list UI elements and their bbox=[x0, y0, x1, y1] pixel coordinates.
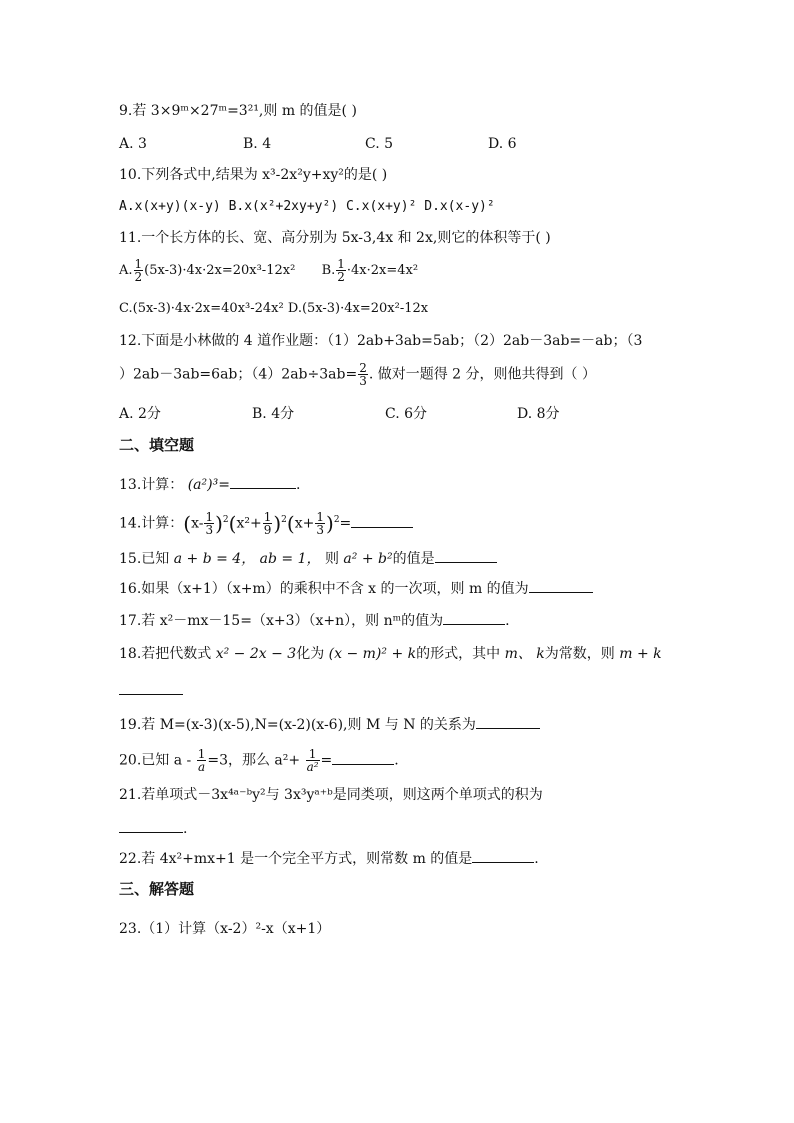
fraction-half-b bbox=[336, 258, 346, 283]
frac-den: 3 bbox=[205, 523, 214, 538]
question-23: 23.（1）计算（x-2）²-x（x+1） bbox=[119, 921, 331, 937]
frac-den: 3 bbox=[359, 374, 367, 388]
answer-blank[interactable] bbox=[472, 848, 534, 863]
frac-num: 1 bbox=[337, 257, 345, 271]
paren-open: ( bbox=[183, 511, 192, 536]
paren-close: ) bbox=[326, 511, 334, 536]
fraction-half bbox=[134, 258, 144, 283]
q18-expression-1: x² − 2x − 3 bbox=[215, 646, 297, 662]
paren-open: ( bbox=[228, 511, 237, 536]
q22-text: 22.若 4x²+mx+1 是一个完全平方式，则常数 m 的值是 bbox=[119, 851, 473, 867]
q15-tail: 的值是 bbox=[392, 551, 435, 567]
question-17 bbox=[119, 610, 510, 631]
option-b-label: B. bbox=[321, 263, 336, 278]
option-a-text: (5x-3)·4x·2x=20x³-12x² bbox=[144, 263, 296, 278]
question-12-line2 bbox=[119, 362, 596, 387]
q14-prefix: 14.计算： bbox=[119, 515, 184, 532]
q13-prefix: 13.计算： bbox=[119, 477, 184, 493]
section-heading-fill-in: 二、填空题 bbox=[119, 436, 195, 454]
q22-end: . bbox=[534, 851, 539, 867]
frac-num: 1 bbox=[306, 748, 320, 761]
q18-expression-2: (x − m)² + k bbox=[328, 646, 417, 662]
fraction-one-over-a bbox=[197, 748, 207, 773]
option-c: C. 6分 bbox=[385, 406, 428, 422]
q18-variables: m、 k bbox=[504, 646, 545, 662]
q15-then: 则 bbox=[324, 551, 339, 567]
exponent-2: 2 bbox=[222, 515, 229, 525]
q20-text-b: =3，那么 a²+ bbox=[207, 752, 301, 769]
q17-text: 17.若 x²－mx－15=（x+3）（x+n），则 nᵐ的值为 bbox=[119, 613, 444, 629]
frac-den: a bbox=[197, 760, 206, 774]
question-18 bbox=[119, 644, 662, 664]
frac-num: 1 bbox=[134, 257, 143, 271]
question-9-options bbox=[0, 134, 794, 154]
frac-num: 1 bbox=[316, 510, 324, 525]
frac-den: 9 bbox=[263, 523, 272, 538]
frac-num: 1 bbox=[197, 747, 206, 761]
q18-expression-3: m + k bbox=[619, 646, 662, 662]
question-12-line1: 12.下面是小林做的 4 道作业题：（1）2ab+3ab=5ab；（2）2ab－3ab=－ab；（3 bbox=[119, 333, 643, 349]
q21-end: . bbox=[183, 821, 188, 837]
fraction-one-ninth bbox=[263, 511, 273, 536]
question-10-options: A.x(x+y)(x-y) B.x(x²+2xy+y²) C.x(x+y)² D.x(x-y)² bbox=[119, 199, 495, 214]
paren-close: ) bbox=[273, 511, 282, 536]
q12-text-a: ）2ab－3ab=6ab；（4）2ab÷3ab= bbox=[119, 366, 358, 383]
frac-den: 2 bbox=[337, 270, 345, 284]
option-d: D. 6 bbox=[488, 136, 517, 152]
question-19 bbox=[119, 714, 540, 735]
frac-num: 2 bbox=[359, 361, 367, 375]
q18-text-d: 为常数，则 bbox=[544, 646, 615, 662]
answer-blank[interactable] bbox=[332, 750, 394, 765]
option-b: B. 4分 bbox=[252, 406, 295, 422]
answer-blank[interactable] bbox=[435, 548, 497, 563]
q14-suffix: = bbox=[339, 515, 352, 532]
q20-end: . bbox=[394, 752, 399, 769]
question-9-stem: 9.若 3×9ᵐ×27ᵐ=3²¹,则 m 的值是( ) bbox=[119, 103, 357, 119]
frac-num: 1 bbox=[205, 510, 214, 525]
fraction-one-third bbox=[315, 511, 325, 536]
answer-blank[interactable] bbox=[119, 680, 183, 695]
question-20 bbox=[119, 748, 399, 773]
q19-text: 19.若 M=(x-3)(x-5),N=(x-2)(x-6),则 M 与 N 的关系为 bbox=[119, 717, 476, 733]
exponent-2: 2 bbox=[281, 515, 287, 525]
section-heading-solve: 三、解答题 bbox=[119, 880, 195, 898]
option-d: D. 8分 bbox=[517, 406, 560, 422]
frac-den: 2 bbox=[134, 270, 143, 284]
question-11-options-cd: C.(5x-3)·4x·2x=40x³-24x² D.(5x-3)·4x=20x²-12x bbox=[119, 301, 429, 316]
question-11-options-ab bbox=[119, 258, 418, 283]
answer-blank[interactable] bbox=[443, 610, 505, 625]
q15-condition-2: ab = 1， bbox=[259, 551, 321, 567]
fraction-one-third bbox=[204, 511, 214, 536]
answer-blank[interactable] bbox=[230, 474, 296, 489]
fraction-two-thirds bbox=[358, 362, 368, 387]
q18-text-c: 的形式，其中 bbox=[416, 646, 501, 662]
option-a: A. 2分 bbox=[119, 406, 161, 422]
question-13 bbox=[119, 474, 300, 495]
option-c: C. 5 bbox=[365, 136, 394, 152]
q13-end: . bbox=[295, 477, 301, 493]
question-18-answer-line bbox=[119, 680, 183, 701]
answer-blank[interactable] bbox=[119, 818, 183, 833]
q13-expression: (a²)³= bbox=[187, 477, 230, 493]
frac-den: a² bbox=[306, 760, 319, 774]
question-22 bbox=[119, 848, 539, 869]
paren-close: ) bbox=[215, 511, 223, 536]
answer-blank[interactable] bbox=[529, 578, 593, 593]
question-21: 21.若单项式－3x⁴ᵃ⁻ᵇy²与 3x³yᵃ⁺ᵇ是同类项，则这两个单项式的积为 bbox=[119, 787, 543, 803]
exponent-2: 2 bbox=[333, 515, 340, 525]
fraction-one-over-a-squared bbox=[306, 748, 320, 773]
question-16 bbox=[119, 578, 593, 599]
option-b-text: ·4x·2x=4x² bbox=[346, 263, 419, 278]
question-12-options bbox=[0, 404, 794, 424]
option-a-label: A. bbox=[119, 263, 133, 278]
q15-condition-1: a + b = 4， bbox=[173, 551, 256, 567]
option-a: A. 3 bbox=[119, 136, 147, 152]
q15-expression: a² + b² bbox=[343, 551, 393, 567]
q12-text-b: . 做对一题得 2 分，则他共得到（ ） bbox=[368, 366, 596, 383]
question-15 bbox=[119, 548, 497, 569]
q16-text: 16.如果（x+1）（x+m）的乘积中不含 x 的一次项，则 m 的值为 bbox=[119, 581, 529, 597]
frac-den: 3 bbox=[316, 523, 324, 538]
q18-text-b: 化为 bbox=[296, 646, 325, 662]
question-21-answer-line bbox=[119, 818, 187, 839]
question-11-stem: 11.一个长方体的长、宽、高分别为 5x-3,4x 和 2x,则它的体积等于( ) bbox=[119, 230, 551, 246]
q17-end: . bbox=[505, 613, 510, 629]
frac-num: 1 bbox=[263, 510, 272, 525]
question-14: 14.计算：(x- $\frac{1}{3}$ )$^2$(x²+ $\frac{1}{9}$ )$^2$(x+ $\frac{1}{3}$ )$^2$= bbox=[119, 508, 413, 536]
option-b: B. 4 bbox=[243, 136, 272, 152]
q20-text-a: 20.已知 a - bbox=[119, 752, 192, 769]
answer-blank[interactable] bbox=[476, 714, 540, 729]
q18-text-a: 18.若把代数式 bbox=[119, 646, 212, 662]
q15-prefix: 15.已知 bbox=[119, 551, 170, 567]
paren-open: ( bbox=[286, 511, 295, 536]
question-10-stem: 10.下列各式中,结果为 x³-2x²y+xy²的是( ) bbox=[119, 167, 388, 183]
q20-text-c: = bbox=[320, 752, 333, 769]
answer-blank[interactable] bbox=[351, 513, 413, 528]
